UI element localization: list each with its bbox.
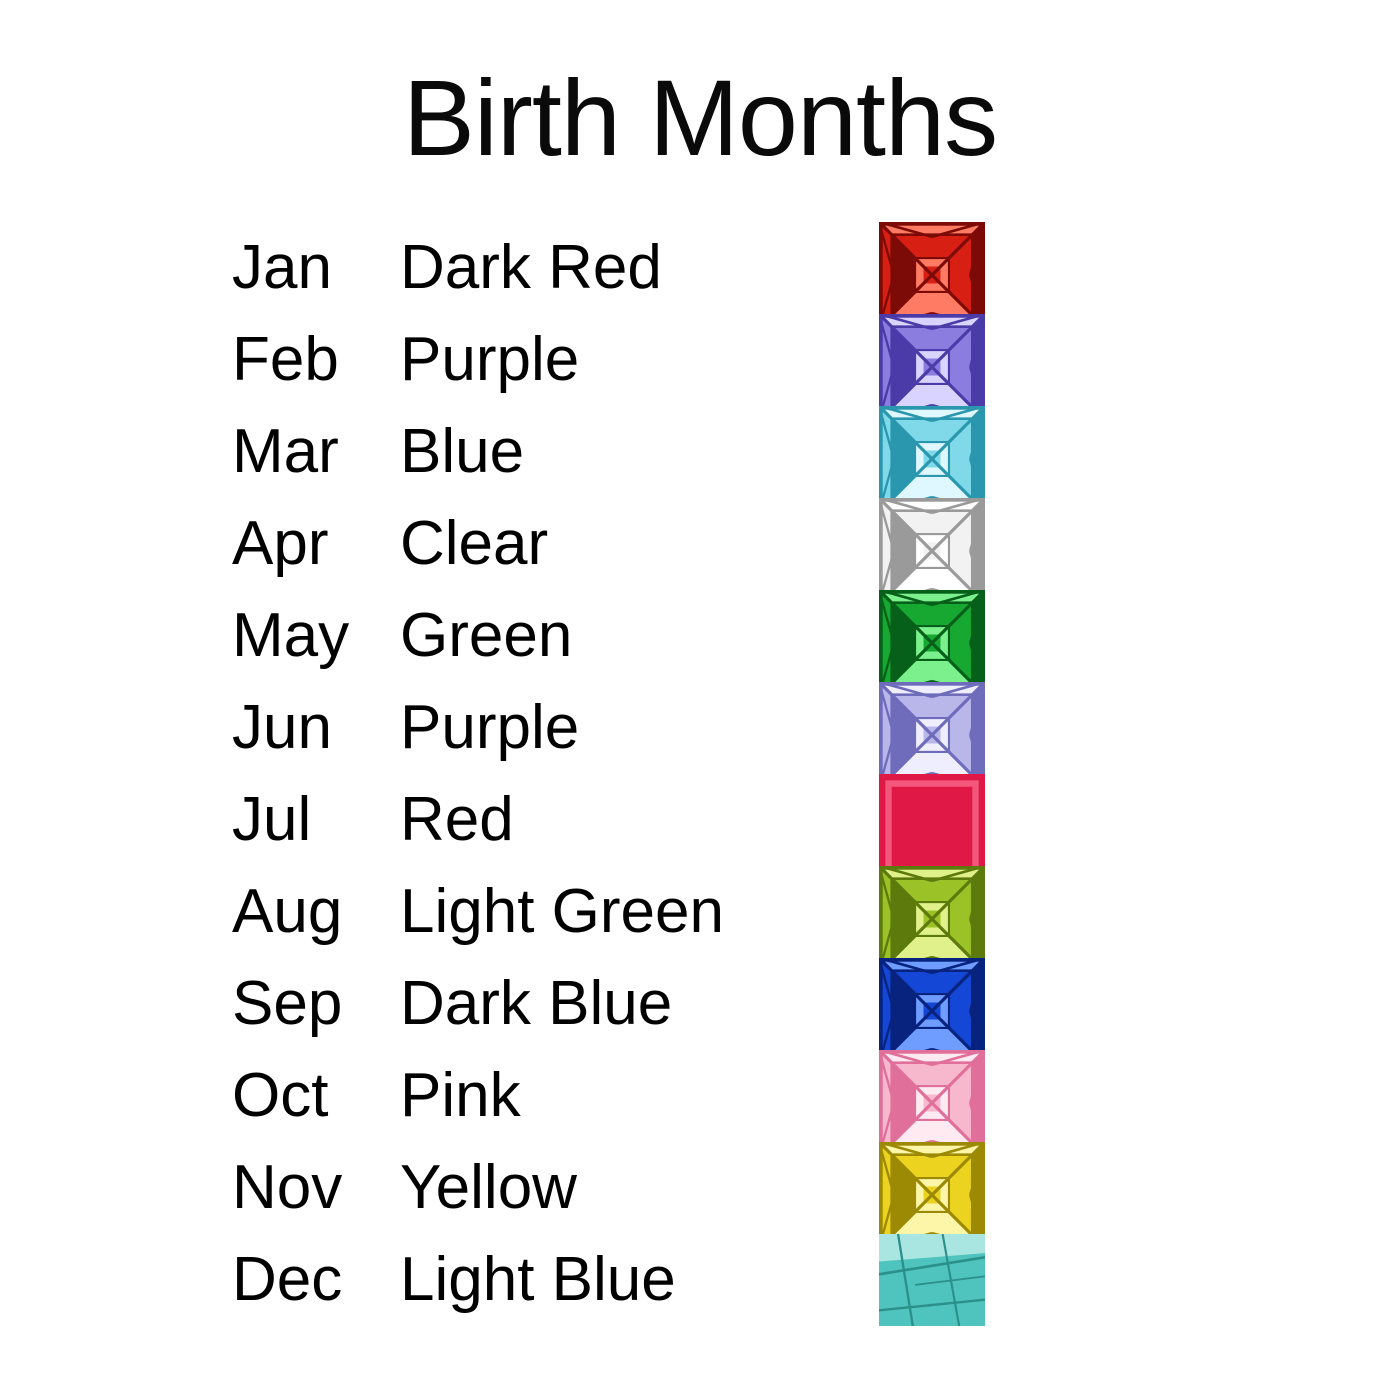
gem-cell [860, 866, 1090, 958]
table-row [0, 958, 1400, 1050]
table-row [0, 406, 1400, 498]
month-label: Sep [232, 969, 343, 1038]
gem-facets [879, 590, 985, 682]
gem-cell [860, 774, 1090, 866]
month-label: Aug [232, 877, 343, 946]
gemstone-icon [879, 590, 985, 682]
gem-facets [879, 774, 985, 866]
month-label: May [232, 601, 350, 670]
month-label: Dec [232, 1245, 343, 1314]
month-label: Feb [232, 325, 339, 394]
gemstone-icon [879, 314, 985, 406]
gem-cell [860, 682, 1090, 774]
color-label: Yellow [400, 1153, 577, 1222]
table-row [0, 682, 1400, 774]
gemstone-icon [879, 1142, 985, 1234]
gem-cell [860, 958, 1090, 1050]
gem-cell [860, 406, 1090, 498]
gem-facets [879, 866, 985, 958]
color-label: Pink [400, 1061, 521, 1130]
month-label: Nov [232, 1153, 343, 1222]
gemstone-icon [879, 406, 985, 498]
month-label: Oct [232, 1061, 329, 1130]
gem-cell [860, 1050, 1090, 1142]
gem-facets [879, 958, 985, 1050]
color-label: Light Green [400, 877, 724, 946]
month-label: Jul [232, 785, 312, 854]
gemstone-icon [879, 682, 985, 774]
gem-facets [879, 1142, 985, 1234]
month-label: Apr [232, 509, 329, 578]
gemstone-icon [879, 774, 985, 866]
table-row [0, 1142, 1400, 1234]
table-row [0, 498, 1400, 590]
color-label: Blue [400, 417, 525, 486]
gem-facets [879, 682, 985, 774]
gemstone-icon [879, 866, 985, 958]
gem-cell [860, 314, 1090, 406]
gemstone-icon [879, 958, 985, 1050]
color-label: Purple [400, 693, 580, 762]
gemstone-icon [879, 498, 985, 590]
color-label: Red [400, 785, 514, 854]
table-row [0, 1050, 1400, 1142]
color-label: Purple [400, 325, 580, 394]
gem-facets [879, 1050, 985, 1142]
gem-facets [879, 406, 985, 498]
table-row [0, 774, 1400, 866]
month-label: Mar [232, 417, 339, 486]
gemstone-icon [879, 1050, 985, 1142]
gem-cell [860, 222, 1090, 314]
table-row [0, 222, 1400, 314]
gem-facets [879, 498, 985, 590]
gem-cell [860, 1234, 1090, 1326]
gem-cell [860, 1142, 1090, 1234]
color-label: Green [400, 601, 573, 670]
color-label: Dark Red [400, 233, 662, 302]
gemstone-icon [879, 1234, 985, 1326]
month-label: Jun [232, 693, 332, 762]
table-row [0, 866, 1400, 958]
table-row [0, 1234, 1400, 1326]
birth-months-table [0, 222, 1400, 1326]
color-label: Clear [400, 509, 549, 578]
page-title: Birth Months [402, 57, 998, 178]
table-row [0, 590, 1400, 682]
gem-facets [879, 314, 985, 406]
month-label: Jan [232, 233, 332, 302]
gem-facets [879, 222, 985, 314]
gemstone-icon [879, 222, 985, 314]
table-row [0, 314, 1400, 406]
color-label: Light Blue [400, 1245, 676, 1314]
gem-cell [860, 498, 1090, 590]
color-label: Dark Blue [400, 969, 673, 1038]
gem-cell [860, 590, 1090, 682]
gem-facets [879, 1234, 985, 1326]
